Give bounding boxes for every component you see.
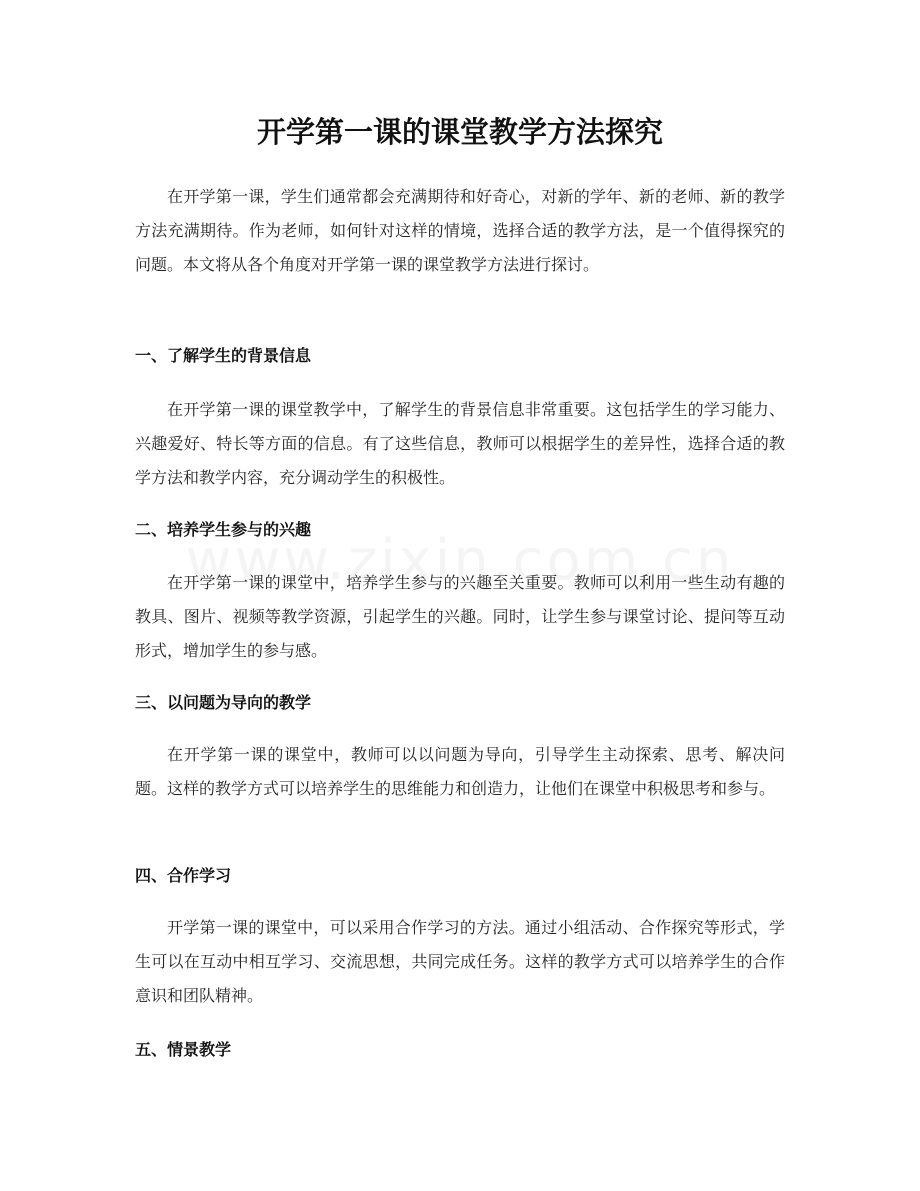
intro-paragraph: 在开学第一课，学生们通常都会充满期待和好奇心，对新的学年、新的老师、新的教学方法充满期待。作为老师，如何针对这样的情境，选择合适的教学方法，是一个值得探究的问题。本文将从各个角度对开学第一课的课堂教学方法进行探讨。: [135, 187, 785, 274]
section-heading-1: 一、了解学生的背景信息: [135, 346, 312, 365]
section-body-2: 在开学第一课的课堂中，培养学生参与的兴趣至关重要。教师可以利用一些生动有趣的教具、图片、视频等教学资源，引起学生的兴趣。同时，让学生参与课堂讨论、提问等互动形式，增加学生的参与感。: [135, 573, 785, 660]
section-heading-3: 三、以问题为导向的教学: [135, 693, 312, 712]
section-heading-2: 二、培养学生参与的兴趣: [135, 520, 312, 539]
section-body-3: 在开学第一课的课堂中，教师可以以问题为导向，引导学生主动探索、思考、解决问题。这样的教学方式可以培养学生的思维能力和创造力，让他们在课堂中积极思考和参与。: [135, 745, 785, 798]
document-title: 开学第一课的课堂教学方法探究: [256, 115, 663, 149]
section-heading-4: 四、合作学习: [135, 866, 232, 885]
section-body-1: 在开学第一课的课堂教学中，了解学生的背景信息非常重要。这包括学生的学习能力、兴趣爱好、特长等方面的信息。有了这些信息，教师可以根据学生的差异性，选择合适的教学方法和教学内容，充分调动学生的积极性。: [135, 400, 785, 487]
section-body-4: 开学第一课的课堂中，可以采用合作学习的方法。通过小组活动、合作探究等形式，学生可以在互动中相互学习、交流思想，共同完成任务。这样的教学方式可以培养学生的合作意识和团队精神。: [135, 918, 785, 1005]
section-heading-5: 五、情景教学: [135, 1040, 232, 1059]
